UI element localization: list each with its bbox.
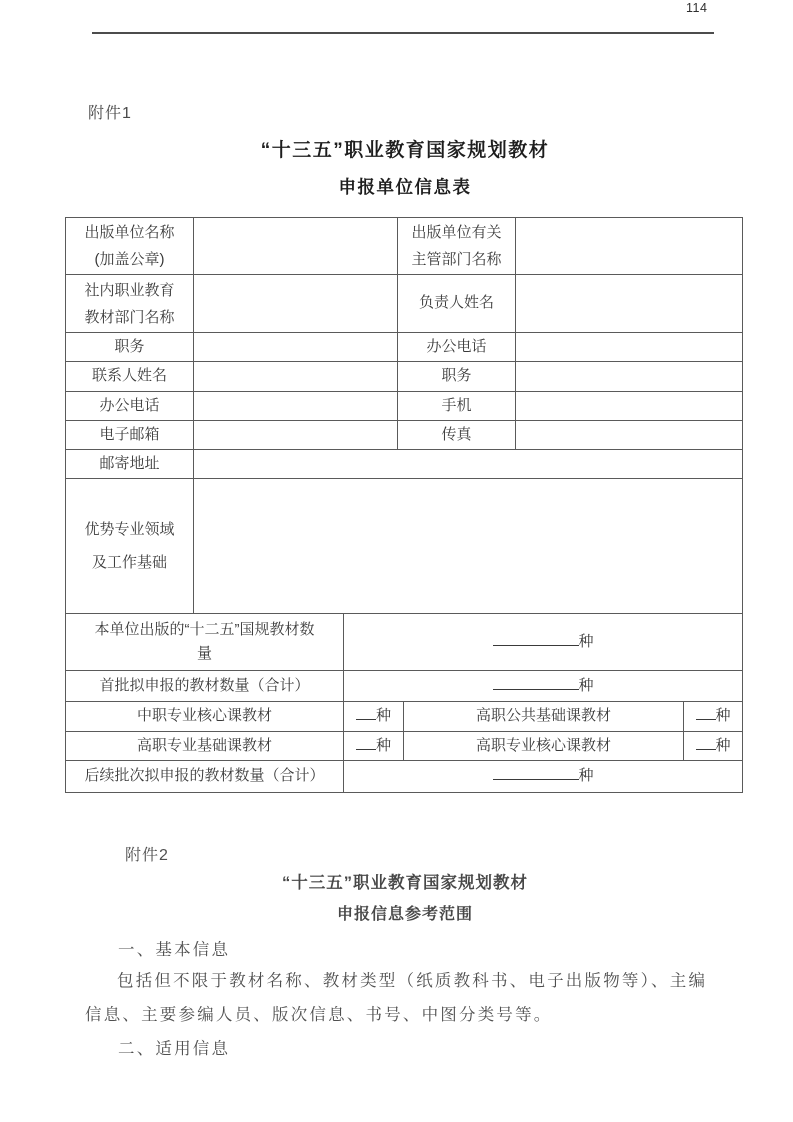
label-authority-name [398, 218, 516, 275]
attachment1-title: “十三五”职业教育国家规划教材 [260, 140, 550, 161]
value-contact-name [194, 362, 398, 391]
value-secondary-core [344, 702, 404, 731]
table-row [66, 479, 743, 614]
label-contact-name: 联系人姓名 [66, 362, 194, 391]
value-head-name [516, 275, 743, 333]
value-advantage-field [194, 479, 743, 614]
value-duty-1 [194, 333, 398, 362]
label-mailing-address: 邮寄地址 [66, 450, 194, 479]
label-advantage-field [66, 479, 194, 614]
value-higher-major-core [684, 731, 743, 760]
value-email [194, 420, 398, 449]
attachment2-title: “十三五”职业教育国家规划教材 [282, 874, 528, 892]
fill-blank-line [356, 704, 376, 720]
value-duty-2 [516, 362, 743, 391]
label-internal-dept-line1: 社内职业教育 [84, 281, 175, 299]
label-advantage-line1: 优势专业领域 [84, 521, 175, 539]
value-authority-name [516, 218, 743, 275]
value-followup-total [344, 760, 743, 792]
unit-label: 种 [578, 633, 594, 651]
value-publisher-name [194, 218, 398, 275]
label-publisher-name [66, 218, 194, 275]
fill-blank-line [493, 764, 579, 780]
value-mailing-address [194, 450, 743, 479]
page-number: 114 [686, 1, 708, 15]
label-twelfth-plan-count [66, 614, 344, 671]
attachment2-label: 附件2 [125, 847, 169, 864]
unit-label: 种 [715, 736, 731, 754]
value-internal-dept [194, 275, 398, 333]
unit-label: 种 [715, 707, 731, 725]
fill-blank-line [696, 734, 716, 750]
label-followup-total: 后续批次拟申报的教材数量（合计） [66, 760, 344, 792]
label-twelfth-plan-line2: 量 [196, 645, 212, 663]
section1-paragraph-line2: 信息、主要参编人员、版次信息、书号、中图分类号等。 [85, 1006, 553, 1024]
table-row [66, 731, 743, 760]
table-row [66, 275, 743, 333]
unit-label: 种 [578, 767, 594, 785]
unit-label: 种 [375, 707, 391, 725]
label-advantage-line2: 及工作基础 [91, 554, 167, 572]
value-office-phone-1 [516, 333, 743, 362]
fill-blank-line [696, 704, 716, 720]
label-authority-line1: 出版单位有关 [411, 224, 502, 241]
value-mobile [516, 391, 743, 420]
value-office-phone-2 [194, 391, 398, 420]
label-mobile: 手机 [398, 391, 516, 420]
table-row [66, 614, 743, 671]
label-email: 电子邮箱 [66, 420, 194, 449]
label-publisher-name-line2: (加盖公章) [94, 251, 165, 268]
label-higher-major-core: 高职专业核心课教材 [404, 731, 684, 760]
unit-label: 种 [375, 736, 391, 754]
table-row [66, 362, 743, 391]
value-fax [516, 420, 743, 449]
table-row [66, 218, 743, 275]
section2-heading: 二、适用信息 [118, 1040, 231, 1058]
table-row [66, 450, 743, 479]
table-row [66, 671, 743, 702]
label-fax: 传真 [398, 420, 516, 449]
table-row [66, 760, 743, 792]
label-internal-dept [66, 275, 194, 333]
label-office-phone-2: 办公电话 [66, 391, 194, 420]
attachment1-subtitle: 申报单位信息表 [338, 177, 472, 197]
attachment2-subtitle: 申报信息参考范围 [336, 906, 473, 923]
table-row [66, 702, 743, 731]
header-rule [92, 32, 714, 34]
section1-heading: 一、基本信息 [118, 941, 231, 959]
label-first-batch-total: 首批拟申报的教材数量（合计） [66, 671, 344, 702]
label-duty-2: 职务 [398, 362, 516, 391]
label-duty-1: 职务 [66, 333, 194, 362]
label-higher-public-basic: 高职公共基础课教材 [404, 702, 684, 731]
section1-paragraph-line1: 包括但不限于教材名称、教材类型（纸质教科书、电子出版物等）、主编 [117, 972, 708, 990]
label-head-name: 负责人姓名 [398, 275, 516, 333]
value-twelfth-plan-count [344, 614, 743, 671]
fill-blank-line [356, 734, 376, 750]
label-internal-dept-line2: 教材部门名称 [84, 308, 175, 326]
unit-label: 种 [578, 677, 594, 695]
fill-blank-line [493, 630, 579, 646]
label-authority-line2: 主管部门名称 [411, 251, 502, 268]
label-office-phone-1: 办公电话 [398, 333, 516, 362]
value-higher-major-basic [344, 731, 404, 760]
value-first-batch-total [344, 671, 743, 702]
application-form-table [65, 217, 743, 793]
label-twelfth-plan-line1: 本单位出版的“十二五”国规教材数 [94, 621, 315, 639]
table-row [66, 391, 743, 420]
value-higher-public-basic [684, 702, 743, 731]
attachment1-label: 附件1 [88, 105, 132, 122]
label-publisher-name-line1: 出版单位名称 [84, 224, 175, 241]
table-row [66, 420, 743, 449]
label-higher-major-basic: 高职专业基础课教材 [66, 731, 344, 760]
fill-blank-line [493, 674, 579, 690]
label-secondary-core: 中职专业核心课教材 [66, 702, 344, 731]
table-row [66, 333, 743, 362]
